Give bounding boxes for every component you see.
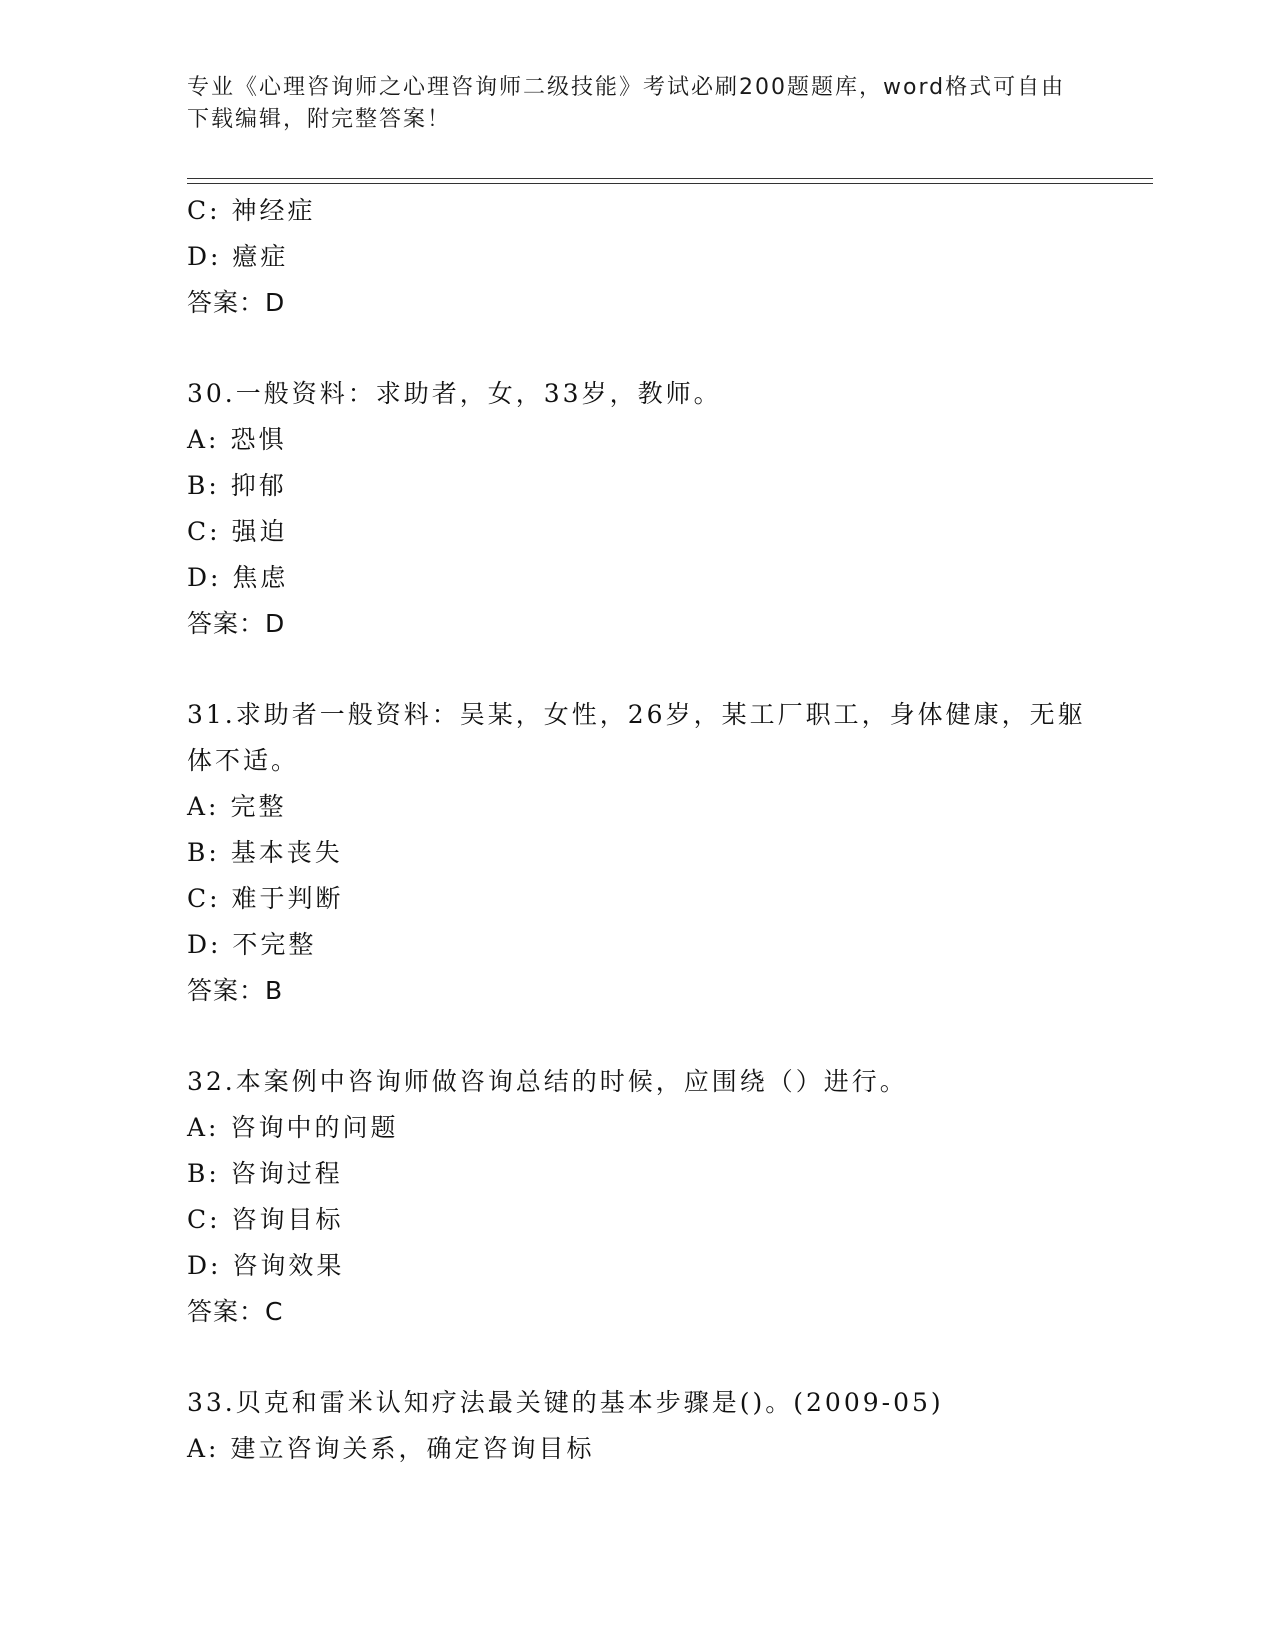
option-label: B:	[187, 471, 220, 500]
option-line	[187, 1426, 1087, 1472]
option-line	[187, 417, 1087, 463]
option-text: 焦虑	[232, 563, 289, 592]
option-text: 难于判断	[231, 884, 344, 913]
question-text: 30.一般资料：求助者，女，33岁，教师。	[187, 379, 722, 408]
option-label: C:	[187, 884, 221, 913]
option-line	[187, 509, 1087, 555]
option-text: 强迫	[231, 517, 288, 546]
option-text: 咨询中的问题	[230, 1113, 399, 1142]
option-line	[187, 922, 1087, 968]
option-text: 不完整	[232, 930, 317, 959]
option-line	[187, 555, 1087, 601]
option-text: 抑郁	[230, 471, 287, 500]
option-text: 恐惧	[230, 425, 287, 454]
option-text: 建立咨询关系，确定咨询目标	[230, 1434, 595, 1463]
option-label: A:	[187, 425, 220, 454]
option-label: C:	[187, 196, 221, 225]
option-label: A:	[187, 792, 220, 821]
option-text: 咨询目标	[231, 1205, 344, 1234]
option-label: B:	[187, 1159, 220, 1188]
option-text: 咨询过程	[230, 1159, 343, 1188]
option-label: B:	[187, 838, 220, 867]
option-text: 癔症	[232, 242, 289, 271]
option-line	[187, 1197, 1087, 1243]
header-divider-top	[187, 178, 1153, 179]
option-label: C:	[187, 1205, 221, 1234]
answer-line: 答案：D	[187, 288, 286, 317]
option-line	[187, 188, 1087, 234]
option-label: A:	[187, 1434, 220, 1463]
answer-line: 答案：B	[187, 976, 284, 1005]
option-line	[187, 1105, 1087, 1151]
answer-line: 答案：D	[187, 609, 286, 638]
option-label: D:	[187, 242, 222, 271]
header-divider-bottom	[187, 183, 1153, 184]
question-list	[187, 188, 1087, 1472]
option-label: D:	[187, 930, 222, 959]
option-line	[187, 234, 1087, 280]
answer-line: 答案：C	[187, 1297, 284, 1326]
document-header: 专业《心理咨询师之心理咨询师二级技能》考试必刷200题题库，word格式可自由下载编辑，附完整答案！	[187, 75, 1066, 132]
option-text: 完整	[230, 792, 287, 821]
option-label: C:	[187, 517, 221, 546]
option-text: 咨询效果	[232, 1251, 345, 1280]
option-label: D:	[187, 1251, 222, 1280]
question-text: 31.求助者一般资料：吴某，女性，26岁，某工厂职工，身体健康，无躯体不适。	[187, 700, 1086, 775]
option-text: 神经症	[231, 196, 316, 225]
option-label: A:	[187, 1113, 220, 1142]
option-line	[187, 1243, 1087, 1289]
option-line	[187, 463, 1087, 509]
option-line	[187, 1151, 1087, 1197]
option-text: 基本丧失	[230, 838, 343, 867]
option-line	[187, 876, 1087, 922]
question-text: 32.本案例中咨询师做咨询总结的时候，应围绕（）进行。	[187, 1067, 908, 1096]
option-line	[187, 830, 1087, 876]
question-text: 33.贝克和雷米认知疗法最关键的基本步骤是()。(2009-05)	[187, 1388, 944, 1417]
option-label: D:	[187, 563, 222, 592]
option-line	[187, 784, 1087, 830]
